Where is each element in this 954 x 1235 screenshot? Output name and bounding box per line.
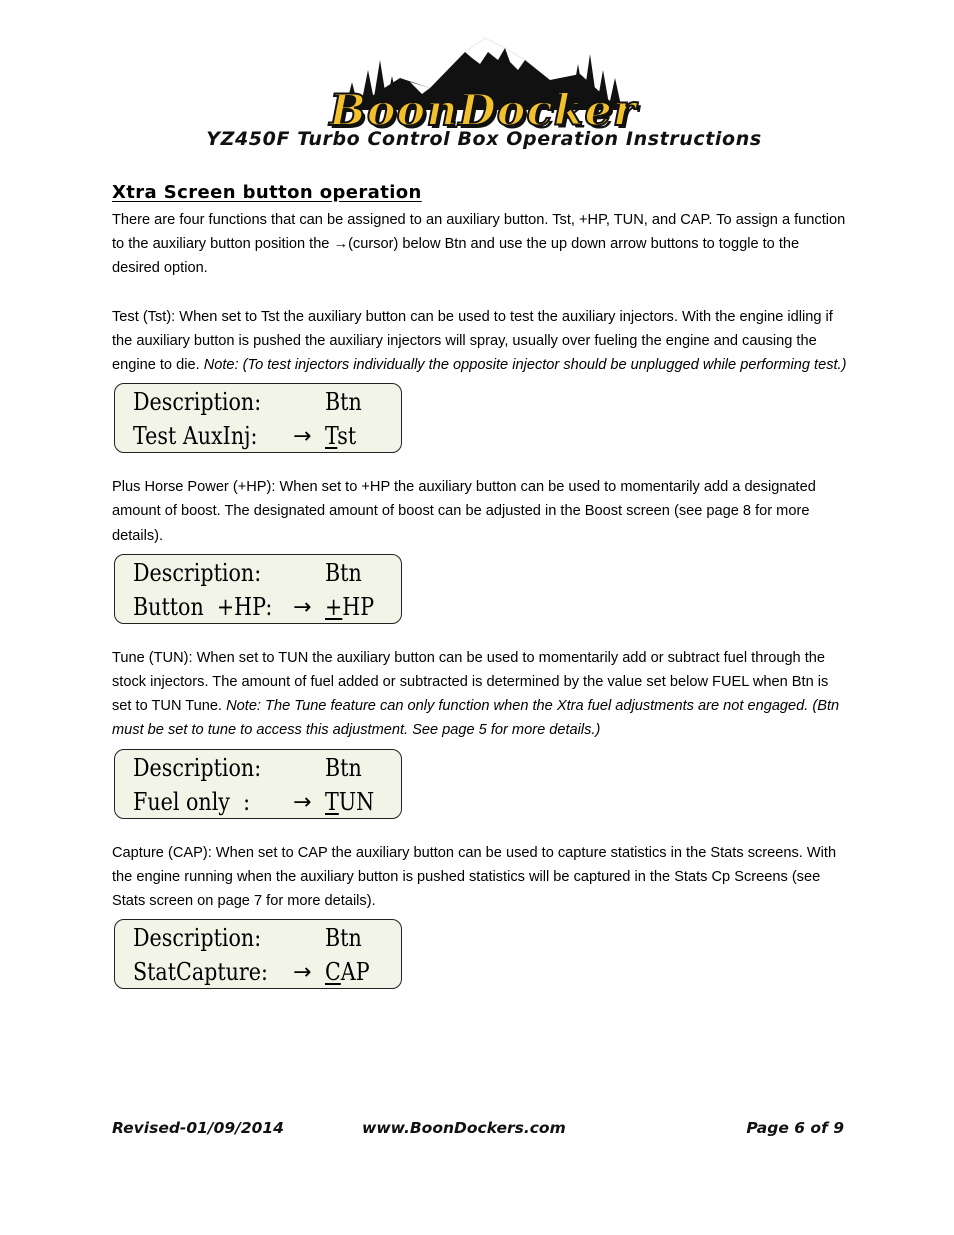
page-number: Page 6 of 9 [746,1119,844,1137]
lcd-label: Description: [133,558,262,587]
lcd-description: StatCapture: [133,958,268,987]
test-text: Test (Tst): When set to Tst the auxiliary button can be used to test the auxiliary injectors. With the engine idling if the auxiliary button is pushed the auxiliary injectors will spray, usually over fueling the engine and causing the engine to die. [112,308,833,374]
lcd-screen-test [114,383,402,453]
lcd-description: Fuel only : [133,787,251,816]
logo-wordmark: BoonDocker [329,86,637,136]
lcd-value [325,955,370,990]
plus-hp-paragraph: Plus Horse Power (+HP): When set to +HP the auxiliary button can be used to momentarily add a designated amount of boost. The designated amount of boost can be adjusted in the Boost screen (see page 8 for more details). [112,479,816,544]
lcd-screen-capture [114,919,402,989]
lcd-row-2 [133,419,401,453]
cursor-arrow-icon: → [293,594,312,620]
tune-paragraph [112,646,847,743]
lcd-row-2 [133,590,401,624]
lcd-screen-plus-hp [114,554,402,624]
lcd-value-rest: UN [338,787,375,816]
tune-note: Note: The Tune feature can only function when the Xtra fuel adjustments are not engaged. (Btn must be set to tune to access this adjustment. See page 5 for more details.) [112,698,840,739]
lcd-label: Description: [133,388,262,417]
lcd-value-rest: AP [340,958,370,987]
page-footer [112,1119,844,1143]
lcd-cursor-char: + [325,592,343,621]
intro-paragraph: There are four functions that can be assigned to an auxiliary button. Tst, +HP, TUN, and CAP. To assign a function to the auxiliary button position the →(cursor) below Btn and use the up down arrow buttons to toggle to the desired option. [112,212,846,277]
lcd-row-1 [133,556,401,590]
website-link[interactable]: www.BoonDockers.com [362,1119,566,1137]
lcd-header: Btn [325,388,362,417]
lcd-label: Description: [133,753,262,782]
lcd-screen-tune [114,749,402,819]
section-title: Xtra Screen button operation [112,182,422,203]
lcd-cursor-char: T [325,787,339,816]
revised-date: Revised-01/09/2014 [112,1119,284,1137]
lcd-row-2 [133,955,401,989]
lcd-value [325,419,356,454]
capture-paragraph: Capture (CAP): When set to CAP the auxiliary button can be used to capture statistics in the Stats screens. With the engine running when the auxiliary button is pushed statistics will be captured in the Stats Cp Screens (see Stats screen on page 7 for more details). [112,844,837,910]
lcd-value [325,590,374,625]
cursor-arrow-icon: → [293,789,312,815]
cursor-arrow-icon: → [293,960,312,986]
test-note: Note: (To test injectors individually the opposite injector should be unplugged while performing test.) [203,357,847,374]
document-title: YZ450F Turbo Control Box Operation Instructions [206,128,762,150]
lcd-value-rest: HP [342,592,375,621]
boondocker-logo [290,30,670,136]
lcd-cursor-char: C [325,958,341,987]
tune-text: Tune (TUN): When set to TUN the auxiliary button can be used to momentarily add or subtract fuel through the stock injectors. The amount of fuel added or subtracted is determined by the value set below FUEL when Btn is set to TUN Tune. [112,649,829,715]
lcd-row-2 [133,785,401,819]
lcd-description: Button +HP: [133,592,273,621]
test-paragraph [112,305,847,378]
lcd-label: Description: [133,924,262,953]
lcd-row-1 [133,921,401,955]
lcd-row-1 [133,385,401,419]
lcd-row-1 [133,751,401,785]
lcd-header: Btn [325,558,362,587]
lcd-header: Btn [325,924,362,953]
lcd-value [325,785,374,820]
lcd-header: Btn [325,753,362,782]
lcd-cursor-char: T [325,422,338,451]
cursor-arrow-icon: → [293,424,312,450]
page-content [112,180,847,989]
lcd-description: Test AuxInj: [133,422,258,451]
lcd-value-rest: st [337,422,357,451]
